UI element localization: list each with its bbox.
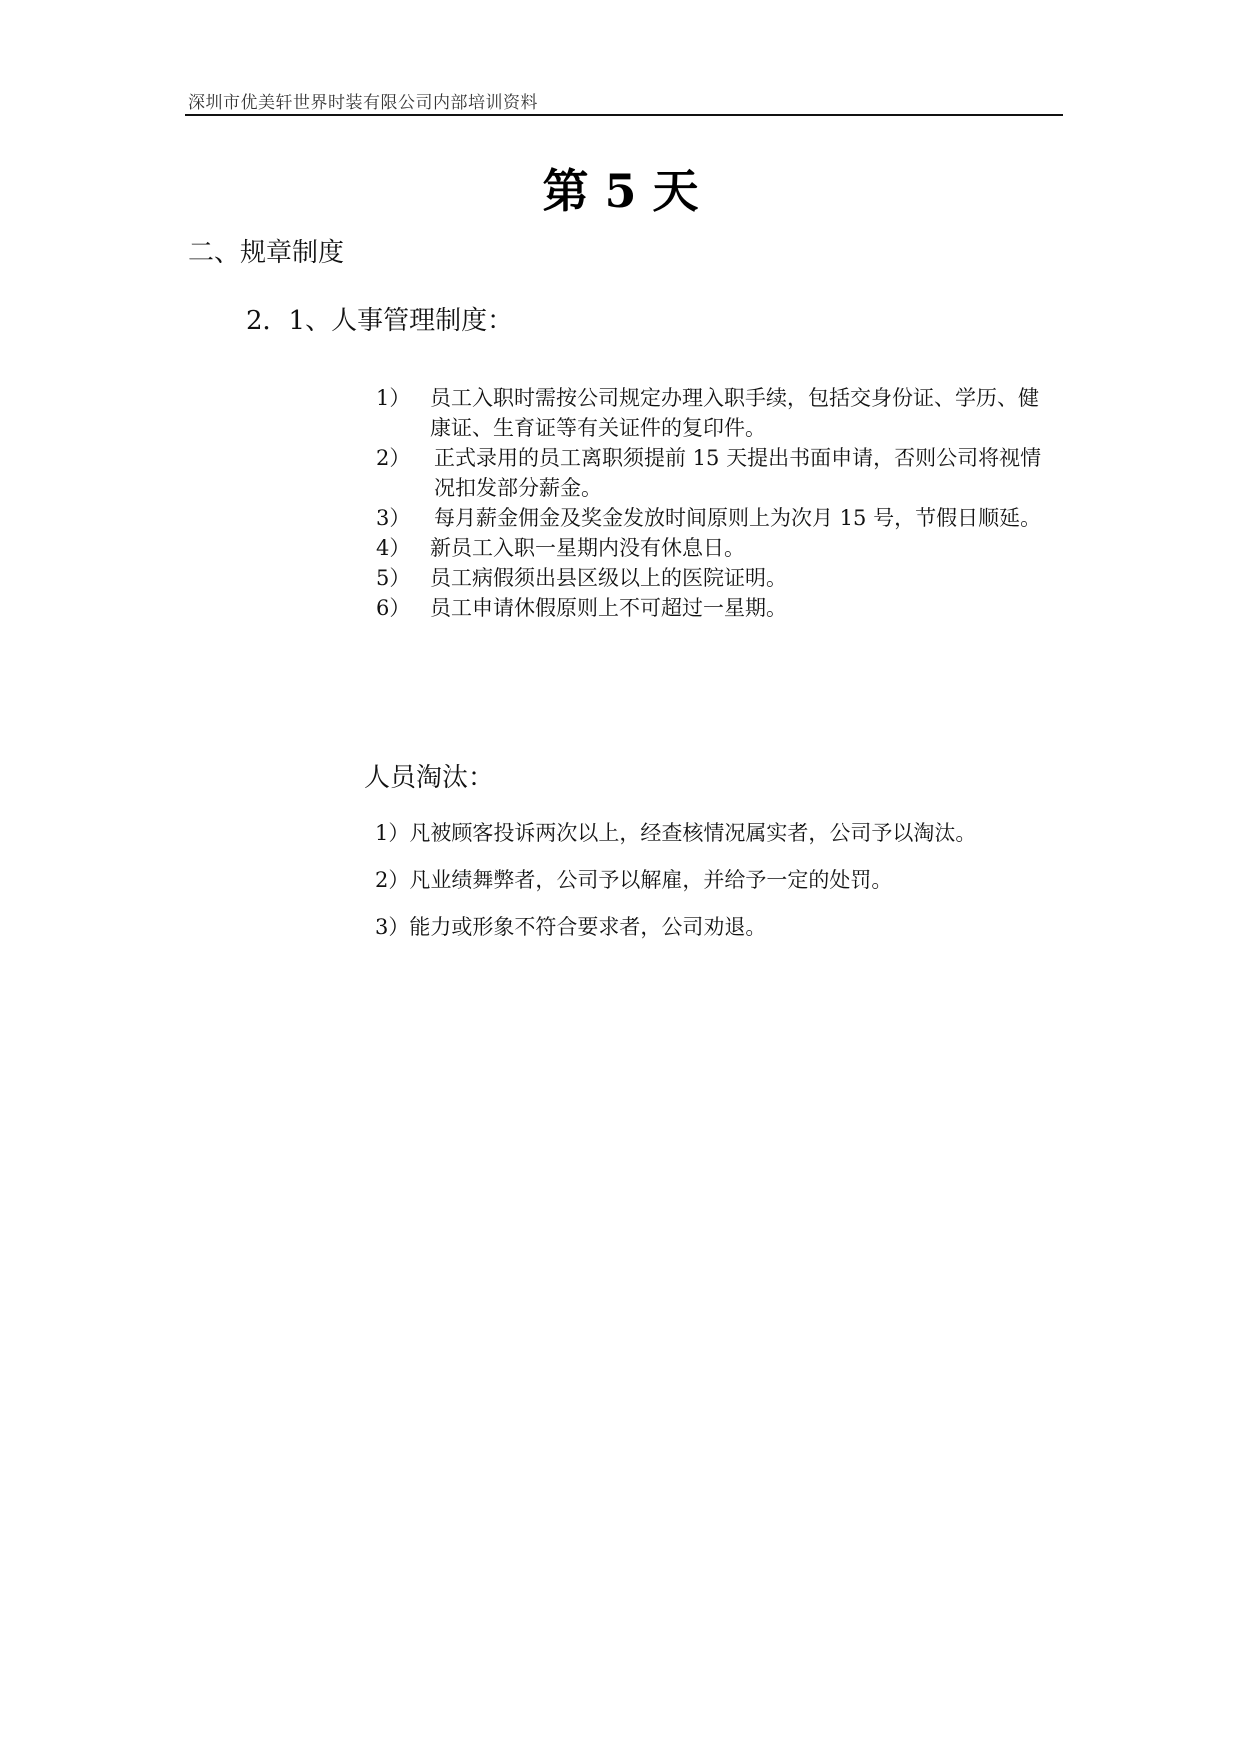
rule-item <box>376 563 1076 593</box>
rule-item <box>376 503 1076 533</box>
rule-number: 2） <box>376 446 411 470</box>
rule-text: 新员工入职一星期内没有休息日。 <box>430 536 745 560</box>
personnel-rules-list <box>376 383 1076 623</box>
rule-item <box>376 383 1076 443</box>
header-divider <box>185 114 1063 116</box>
page-title: 第 5 天 <box>542 164 699 218</box>
running-header: 深圳市优美轩世界时装有限公司内部培训资料 <box>188 93 538 113</box>
rule-text: 正式录用的员工离职须提前 15 天提出书面申请，否则公司将视情况扣发部分薪金。 <box>434 446 1042 500</box>
rule-number: 5） <box>376 566 411 590</box>
rule-number: 3） <box>376 506 411 530</box>
elimination-item: 1）凡被顾客投诉两次以上，经查核情况属实者，公司予以淘汰。 <box>375 821 977 845</box>
rule-number: 4） <box>376 536 411 560</box>
rule-item <box>376 443 1076 503</box>
rule-item <box>376 593 1076 623</box>
rule-text: 员工入职时需按公司规定办理入职手续，包括交身份证、学历、健康证、生育证等有关证件的复印件。 <box>430 386 1039 440</box>
subsection-heading: 2．1、人事管理制度： <box>246 306 514 336</box>
rule-item <box>376 533 1076 563</box>
rule-number: 1） <box>376 386 411 410</box>
elimination-item: 2）凡业绩舞弊者，公司予以解雇，并给予一定的处罚。 <box>375 868 893 892</box>
rule-text: 员工申请休假原则上不可超过一星期。 <box>430 596 787 620</box>
elimination-heading: 人员淘汰： <box>364 763 495 793</box>
elimination-item: 3）能力或形象不符合要求者，公司劝退。 <box>375 915 767 939</box>
rule-text: 每月薪金佣金及奖金发放时间原则上为次月 15 号，节假日顺延。 <box>434 506 1042 530</box>
elimination-list <box>375 818 976 959</box>
rule-number: 6） <box>376 596 411 620</box>
rule-text: 员工病假须出县区级以上的医院证明。 <box>430 566 787 590</box>
section-heading: 二、规章制度 <box>188 238 345 268</box>
